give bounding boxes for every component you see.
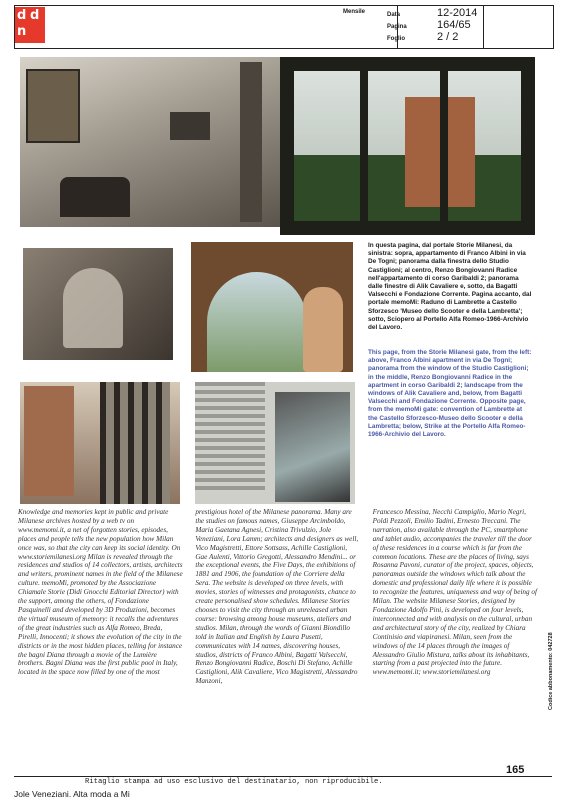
document-credit: Jole Veneziani. Alta moda a Mi [14,789,130,799]
page-number: 165 [506,764,525,776]
article-column: Knowledge and memories kept in public and private Milanese archives hosted by a web tv on www.memomi.it, a net of forgotten stories, episodes, places and people tells the new population how Milan once was, so that the city can keep its social identity. On www.storiemilanesi.org Milan is revealed through the residences and studios of 14 collectors, artists, architects and writers, prominent names in the field of the Milanese culture. memoMi, promoted by the Associazione Chiamale Storie (Didi Gnocchi Editorial Director) with the support, among the others, of Fondazione Pasquinelli and developed by 3D Produzioni, becomes the virtual museum of memory: it recalls the adventures of the great industries such as Alfa Romeo, Breda, Pirelli, Innocenti; it shows the evolution of the city in the districts or in the most hidden places, telling for instance the bagni Diana through a movie of the Lumière brothers. Bagni Diana was the first public pool in Italy, located in the space now filled by one of the most [18,508,183,677]
logo-letter: d [30,8,40,23]
publisher-logo [15,7,45,43]
caption-english: This page, from the Storie Milanesi gate, from the left: above, Franco Albini apartment in via De Togni; panorama from the window of the Studio Castiglioni; in the middle, Renzo Bongiovanni Radice in the apartment in corso Garibaldi 2; landscape from the windows of Alik Cavaliere and, below, from Bagatti Valsecchi and Fondazione Corrente. Opposite page, from the memoMi gate: convention of Lambrette at the Castello Sforzesco-Museo dello Scooter e della Lambretta; below, Strike at the Portello Alfa Romeo-1966-Archivio del Lavoro. [368,349,532,439]
photo-castiglioni-window-view [280,57,535,235]
article-column: Francesco Messina, Necchi Campiglio, Mario Negri, Poldi Pezzoli, Emilio Tadini, Ernesto Treccani. The narration, also available through the PC, smartphone and tablet audio, accompanies the traveler till the door of these residences in a course which is far from the common locations. These are the places of living, says Rosanna Pavoni, curator of the project, spaces, objects, panoramas outside the windows which talk about the domestic and professional daily life where it is possible to recognize the features, uniqueness and way of being of Milan. The website Milanese Stories, designed by Fondazione Adolfo Pini, is developed on four levels, interconnected and with analysis on the cultural, urban and architectural story of the city, realized by Chiara Continisio and viapiranesi. Milan, seen from the windows of the 14 places through the images of Alessandro Giulio Mistura, talks about its inhabitants, starting from a past projected into the future. www.memomi.it; www.storiemilanesi.org [372,508,538,677]
photo-cavaliere-window [191,242,353,372]
sheet-value: 2 / 2 [437,31,459,43]
article-body [18,508,538,686]
sheet-label: Foglio [387,36,405,42]
reproduction-notice: Ritaglio stampa ad uso esclusivo del destinatario, non riproducibile. [85,778,383,786]
subscription-code: Codice abbonamento: 042728 [548,632,554,710]
date-label: Data [387,12,401,18]
date-value: 12-2014 [437,7,478,19]
caption-italian: In questa pagina, dal portale Storie Milanesi, da sinistra: sopra, appartamento di Franco Albini in via De Togni; panorama dalla finestra dello Studio Castiglioni; al centro, Renzo Bongiovanni Radice nell'appartamento di corso Garibaldi 2; panorama dalle finestre di Alik Cavaliere e, sotto, da Bagatti Valsecchi e Fondazione Corrente. Pagina accanto, dal portale memoMi: Raduno di Lambrette a Castello Sforzesco 'Museo dello Scooter e della Lambretta'; sotto, Sciopero al Portello Alfa Romeo-1966-Archivio del Lavoro. [368,242,532,332]
article-column: prestigious hotel of the Milanese panorama. Many are the studies on famous names, Giuseppe Arcimboldo, Maria Gaetana Agnesi, Cristina Trivulzio, Jole Veneziani, Lora Lamm; architects and designers as well, Vico Magistretti, Ettore Sottsass, Achille Castiglioni, Gae Aulenti, Vittorio Gregotti, Alessandro Mendini... or the exceptional events, the Five Days, the exhibitions of 1881 and 1906, the foundation of the Corriere della Sera. The website is developed on three levels, with movies, stories of witnesses and protagonists, chance to create personalised show schedules. Milanese Stories chooses to visit the city through an unreleased urban course: browsing among house museums, ateliers and studios. Milan, through the words of Gianni Biondillo told in Italian and English by Laura Pusetti, communicates with 14 names, discovering houses, studios, districts of Franco Albini, Bagatti Valsecchi, Renzo Bongiovanni Radice, Boschi Di Stefano, Achille Castiglioni, Alik Cavaliere, Vico Magistretti, Alessandro Manzoni, [195,508,359,686]
clipping-metadata [387,7,527,43]
logo-letter: d [17,8,27,23]
logo-letter: n [17,24,27,39]
photo-bongiovanni-radice [23,248,173,360]
photo-fondazione-corrente [195,382,355,504]
magazine-page [15,52,540,777]
photo-bagatti-valsecchi [20,382,180,504]
frequency-label: Mensile [343,9,366,15]
page-value: 164/65 [437,19,471,31]
page-label: Pagina [387,24,407,30]
photo-albini-apartment [20,57,280,227]
